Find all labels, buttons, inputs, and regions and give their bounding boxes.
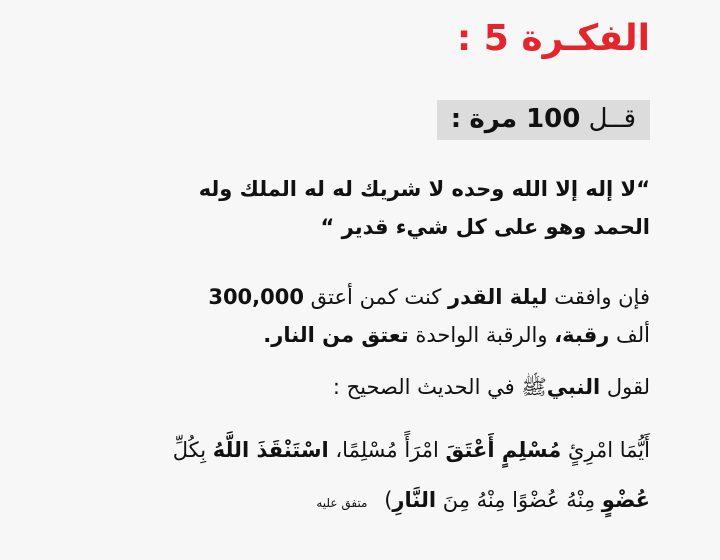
dhikr-line-1: “لا إله إلا الله وحده لا شريك له له الملك وله [198, 177, 650, 201]
prophet-word: النبي [546, 375, 601, 399]
intro-post: في الحديث الصحيح : [332, 375, 515, 399]
hadith-part-4: مِنْهُ عُضْوًا مِنْهُ مِنَ [442, 488, 596, 512]
hadith-intro [130, 368, 650, 406]
dhikr-line-2: الحمد وهو على كل شيء قدير “ [320, 215, 650, 239]
reward-pre: فإن وافقت [554, 285, 650, 309]
page-title: الفكـرة 5 : [456, 18, 650, 59]
reward-line2-mid: والرقبة الواحدة [415, 323, 548, 347]
hadith-text [130, 425, 650, 528]
raqaba: رقبة، [554, 323, 610, 347]
count-suffix: : [450, 104, 462, 134]
hadith-source: متفق عليه [316, 496, 368, 510]
reward-line2-pre: ألف [616, 323, 650, 347]
hadith-part-3: بِكُلِّ [172, 438, 207, 462]
freed-from-fire: تعتق من النار. [263, 323, 409, 347]
salutation: ﷺ [521, 375, 547, 399]
hadith-part-2: امْرَأً مُسْلِمًا، [335, 438, 439, 462]
intro-pre: لقول [606, 375, 650, 399]
hadith-bold-1: مُسْلِمٍ أَعْتَقَ [445, 438, 562, 462]
reward-number: 300,000 [208, 285, 304, 309]
reward-line-2 [130, 316, 650, 354]
hadith-bold-4: النَّارِ [392, 488, 437, 512]
reward-line-1 [130, 278, 650, 316]
hadith-part-1: أَيُّمَا امْرِئٍ [567, 438, 650, 462]
hadith-part-5: ) [384, 488, 393, 512]
count-number: 100 مرة [469, 104, 581, 134]
hadith-bold-2: اسْتَنْقَذَ اللَّهُ [212, 438, 329, 462]
hadith-bold-3: عُضْوٍ [601, 488, 650, 512]
count-prefix: قــل [588, 104, 636, 134]
dhikr-text [130, 170, 650, 246]
reward-text [130, 278, 650, 354]
laylat-al-qadr: ليلة القدر [448, 285, 548, 309]
reward-mid: كنت كمن أعتق [310, 285, 442, 309]
repeat-count-box [437, 100, 650, 140]
